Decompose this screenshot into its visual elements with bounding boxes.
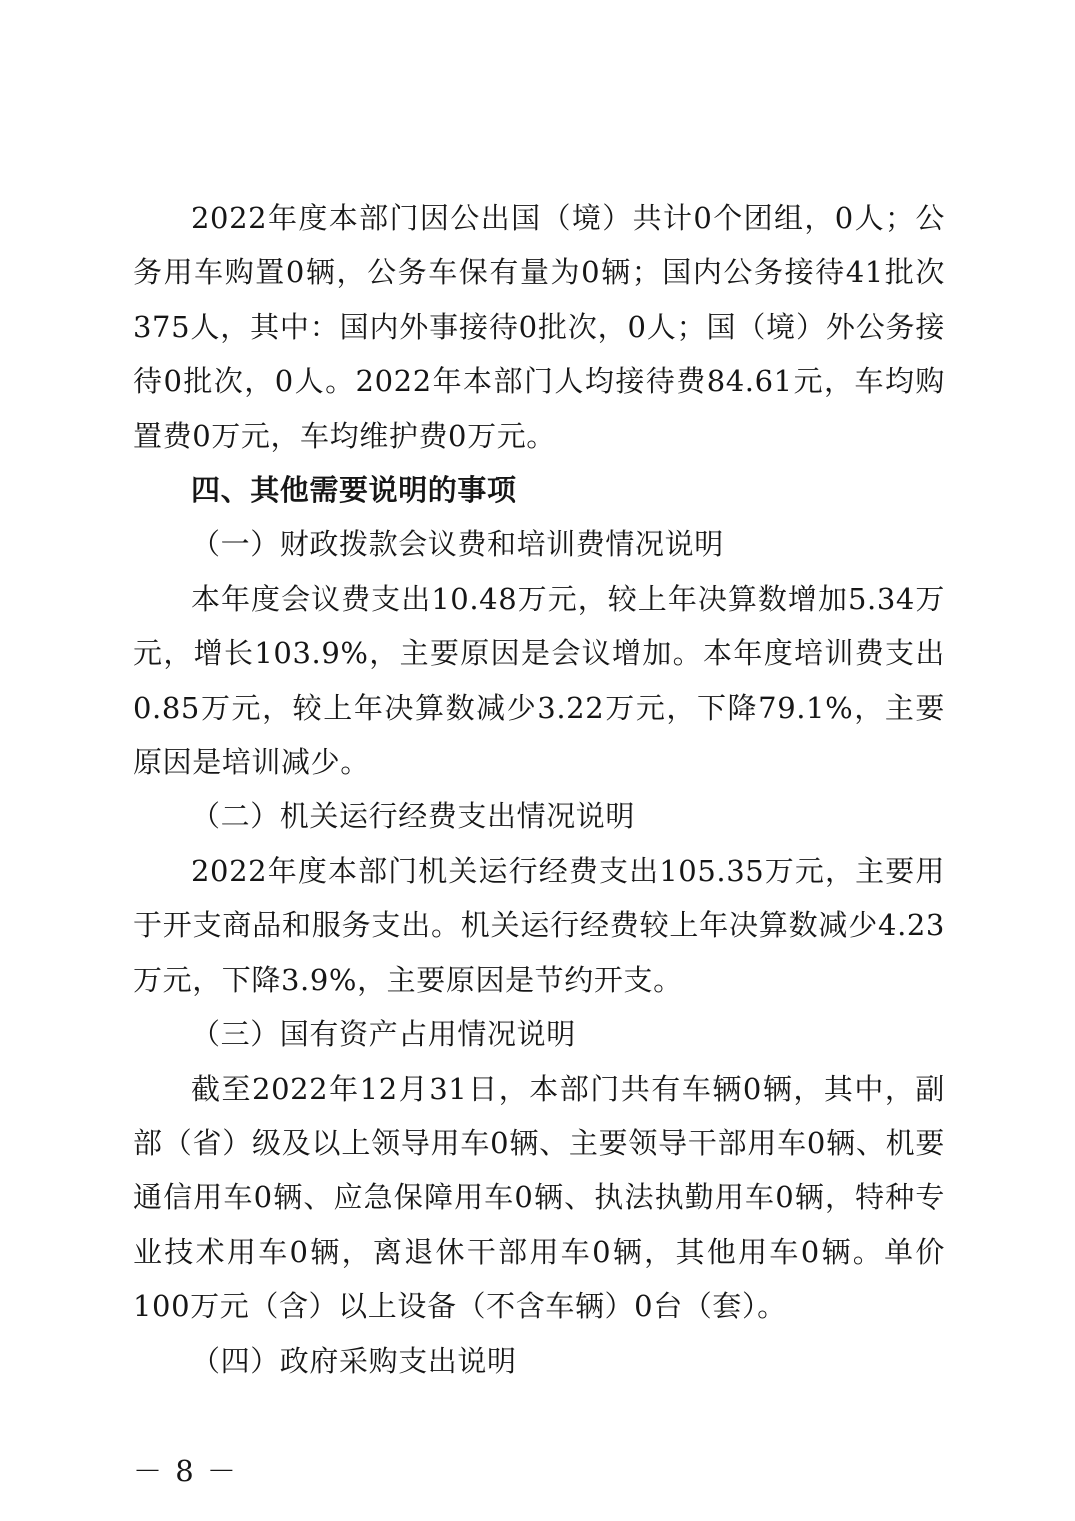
paragraph-state-assets: 截至2022年12月31日，本部门共有车辆0辆，其中，副部（省）级及以上领导用车0辆、主要领导干部用车0辆、机要通信用车0辆、应急保障用车0辆、执法执勤用车0辆，特种专业技术用车0辆，离退休干部用车0辆，其他用车0辆。单价100万元（含）以上设备（不含车辆）0台（套）。 [133,1071,945,1324]
page-number: － 8 － [133,1454,238,1488]
subheading-state-assets: （三）国有资产占用情况说明 [191,1017,576,1052]
subheading-government-procurement: （四）政府采购支出说明 [191,1343,517,1378]
subheading-operating-expenses: （二）机关运行经费支出情况说明 [191,799,636,834]
section-heading-other-matters: 四、其他需要说明的事项 [191,473,517,508]
paragraph-operating-expenses: 2022年度本部门机关运行经费支出105.35万元，主要用于开支商品和服务支出。机关运行经费较上年决算数减少4.23万元，下降3.9%，主要原因是节约开支。 [133,853,945,997]
paragraph-official-reception: 2022年度本部门因公出国（境）共计0个团组，0人；公务用车购置0辆，公务车保有量为0辆；国内公务接待41批次375人，其中：国内外事接待0批次，0人；国（境）外公务接待0批次，0人。2022年本部门人均接待费84.61元，车均购置费0万元，车均维护费0万元。 [133,201,945,453]
subheading-meeting-training-fees: （一）财政拨款会议费和培训费情况说明 [191,527,724,562]
document-body [133,191,945,1388]
paragraph-meeting-training-fees: 本年度会议费支出10.48万元，较上年决算数增加5.34万元，增长103.9%，主要原因是会议增加。本年度培训费支出0.85万元，较上年决算数减少3.22万元，下降79.1%，主要原因是培训减少。 [133,581,945,780]
